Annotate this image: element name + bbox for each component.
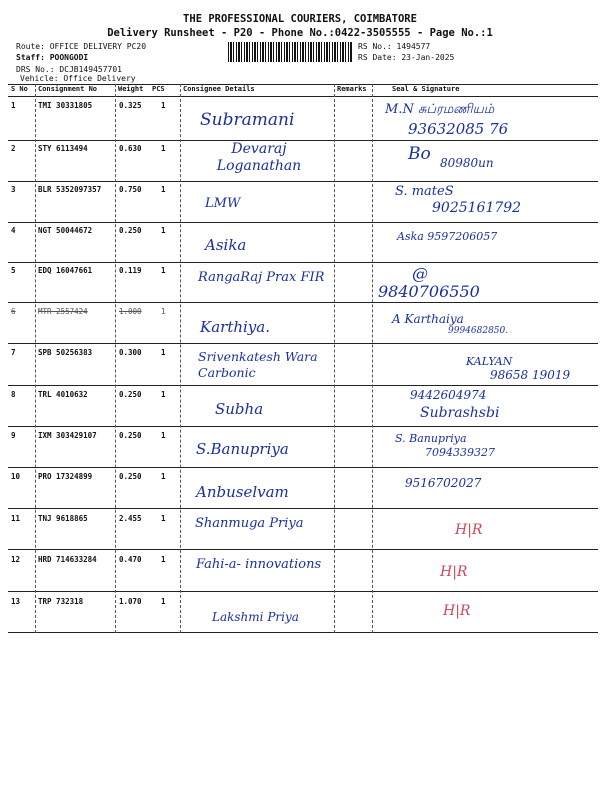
row-sno: 10 <box>11 472 21 481</box>
runsheet-subtitle: Delivery Runsheet - P20 - Phone No.:0422-3505555 - Page No.:1 <box>107 27 493 39</box>
row-weight: 0.750 <box>119 185 142 194</box>
row-sno: 12 <box>11 555 21 564</box>
row-divider <box>8 549 598 550</box>
row-weight: 0.325 <box>119 101 142 110</box>
row-divider <box>8 222 598 223</box>
column-divider <box>372 84 373 633</box>
row-pcs: 1 <box>161 348 166 357</box>
row-consignment-no: STY 6113494 <box>38 144 88 153</box>
row-divider <box>8 302 598 303</box>
col-header-consignment: Consignment No <box>38 85 98 93</box>
row-sno: 1 <box>11 101 16 110</box>
row-weight: 0.630 <box>119 144 142 153</box>
signature: KALYAN <box>466 355 513 368</box>
col-header-weight: Weight <box>118 85 144 93</box>
column-divider <box>35 84 36 633</box>
row-consignment-no: PRO 17324899 <box>38 472 93 481</box>
header-divider <box>8 96 598 97</box>
consignee-name: Fahi-a- innovations <box>196 557 322 572</box>
signature: S. Banupriya <box>395 432 467 445</box>
row-consignment-no: NGT 50044672 <box>38 226 93 235</box>
rs-no-label: RS No.: 1494577 <box>358 42 431 51</box>
signature: S. mateS <box>395 184 454 199</box>
row-pcs: 1 <box>161 185 166 194</box>
col-header-remarks: Remarks <box>337 85 367 93</box>
phone-number: 9840706550 <box>378 282 480 301</box>
consignee-name: Lakshmi Priya <box>212 610 299 624</box>
signature: H|R <box>443 603 471 619</box>
column-divider <box>180 84 181 633</box>
row-consignment-no: HRD 714633284 <box>38 555 97 564</box>
row-consignment-no: TMI 30331805 <box>38 101 93 110</box>
staff-label: Staff: POONGODI <box>16 53 89 62</box>
row-sno: 3 <box>11 185 16 194</box>
signature: 9516702027 <box>405 476 482 490</box>
row-pcs: 1 <box>161 226 166 235</box>
vehicle-label: Vehicle: Office Delivery <box>20 74 136 83</box>
row-pcs: 1 <box>161 514 166 523</box>
row-divider <box>8 591 598 592</box>
row-pcs: 1 <box>161 390 166 399</box>
row-sno: 6 <box>11 307 16 316</box>
signature: @ <box>412 264 428 283</box>
consignee-name: LMW <box>205 196 241 211</box>
consignee-name: Subha <box>215 400 264 418</box>
barcode <box>228 42 352 62</box>
row-consignment-no: MTR 2557424 <box>38 307 88 316</box>
row-pcs: 1 <box>161 144 166 153</box>
row-divider <box>8 467 598 468</box>
row-pcs: 1 <box>161 472 166 481</box>
row-pcs: 1 <box>161 101 166 110</box>
consignee-name: Asika <box>205 236 247 254</box>
signature: M.N சுப்ரமணியம் <box>385 102 495 117</box>
row-weight: 0.250 <box>119 431 142 440</box>
phone-number: Subrashsbi <box>420 405 500 421</box>
rs-date-label: RS Date: 23-Jan-2025 <box>358 53 455 62</box>
row-weight: 0.250 <box>119 472 142 481</box>
row-weight: 1.070 <box>119 597 142 606</box>
signature: Bo <box>408 144 431 164</box>
company-title: THE PROFESSIONAL COURIERS, COIMBATORE <box>183 13 417 25</box>
phone-number: 7094339327 <box>425 446 495 459</box>
consignee-name: S.Banupriya <box>196 440 289 458</box>
row-divider <box>8 385 598 386</box>
row-sno: 8 <box>11 390 16 399</box>
row-divider <box>8 426 598 427</box>
row-consignment-no: TNJ 9618865 <box>38 514 88 523</box>
row-sno: 13 <box>11 597 21 606</box>
col-header-pcs: PCS <box>152 85 165 93</box>
row-weight: 0.470 <box>119 555 142 564</box>
row-sno: 9 <box>11 431 16 440</box>
consignee-name: Anbuselvam <box>196 483 289 501</box>
row-sno: 2 <box>11 144 16 153</box>
signature: H|R <box>455 522 483 538</box>
signature: H|R <box>440 564 468 580</box>
row-pcs: 1 <box>161 307 166 316</box>
row-weight: 0.250 <box>119 226 142 235</box>
row-weight: 2.455 <box>119 514 142 523</box>
column-divider <box>115 84 116 633</box>
signature: A Karthaiya <box>392 312 464 326</box>
row-divider <box>8 508 598 509</box>
row-pcs: 1 <box>161 597 166 606</box>
row-weight: 0.300 <box>119 348 142 357</box>
signature: Aska 9597206057 <box>397 230 498 243</box>
consignee-name: Subramani <box>200 110 295 130</box>
consignee-name: Karthiya. <box>200 318 270 336</box>
row-weight: 0.250 <box>119 390 142 399</box>
row-divider <box>8 343 598 344</box>
phone-number: 9994682850. <box>448 326 509 336</box>
row-sno: 7 <box>11 348 16 357</box>
row-consignment-no: IXM 303429107 <box>38 431 97 440</box>
consignee-name: Shanmuga Priya <box>195 516 304 531</box>
phone-number: 98658 19019 <box>490 368 571 382</box>
consignee-name: RangaRaj Prax FIR <box>198 270 325 285</box>
phone-number: 80980un <box>440 156 494 170</box>
row-consignment-no: EDQ 16047661 <box>38 266 93 275</box>
consignee-name: Devaraj Loganathan <box>216 141 302 174</box>
row-divider <box>8 181 598 182</box>
col-header-seal: Seal & Signature <box>392 85 460 93</box>
row-divider <box>8 262 598 263</box>
phone-number: 9025161792 <box>432 200 522 216</box>
row-sno: 4 <box>11 226 16 235</box>
row-weight: 1.000 <box>119 307 142 316</box>
route-label: Route: OFFICE DELIVERY PC20 <box>16 42 147 51</box>
consignee-name: Srivenkatesh Wara Carbonic <box>198 349 318 380</box>
row-pcs: 1 <box>161 555 166 564</box>
row-pcs: 1 <box>161 266 166 275</box>
row-consignment-no: BLR 5352097357 <box>38 185 102 194</box>
row-pcs: 1 <box>161 431 166 440</box>
row-consignment-no: TRP 732318 <box>38 597 84 606</box>
row-sno: 5 <box>11 266 16 275</box>
table-bottom-border <box>8 632 598 633</box>
signature: 9442604974 <box>410 388 487 402</box>
col-header-sno: S No <box>11 85 28 93</box>
row-consignment-no: SPB 50256383 <box>38 348 93 357</box>
column-divider <box>334 84 335 633</box>
drs-label: DRS No.: DCJB149457701 <box>16 65 122 74</box>
col-header-consignee: Consignee Details <box>183 85 255 93</box>
row-consignment-no: TRL 4010632 <box>38 390 88 399</box>
phone-number: 93632085 76 <box>408 120 509 138</box>
row-sno: 11 <box>11 514 21 523</box>
row-weight: 0.119 <box>119 266 142 275</box>
